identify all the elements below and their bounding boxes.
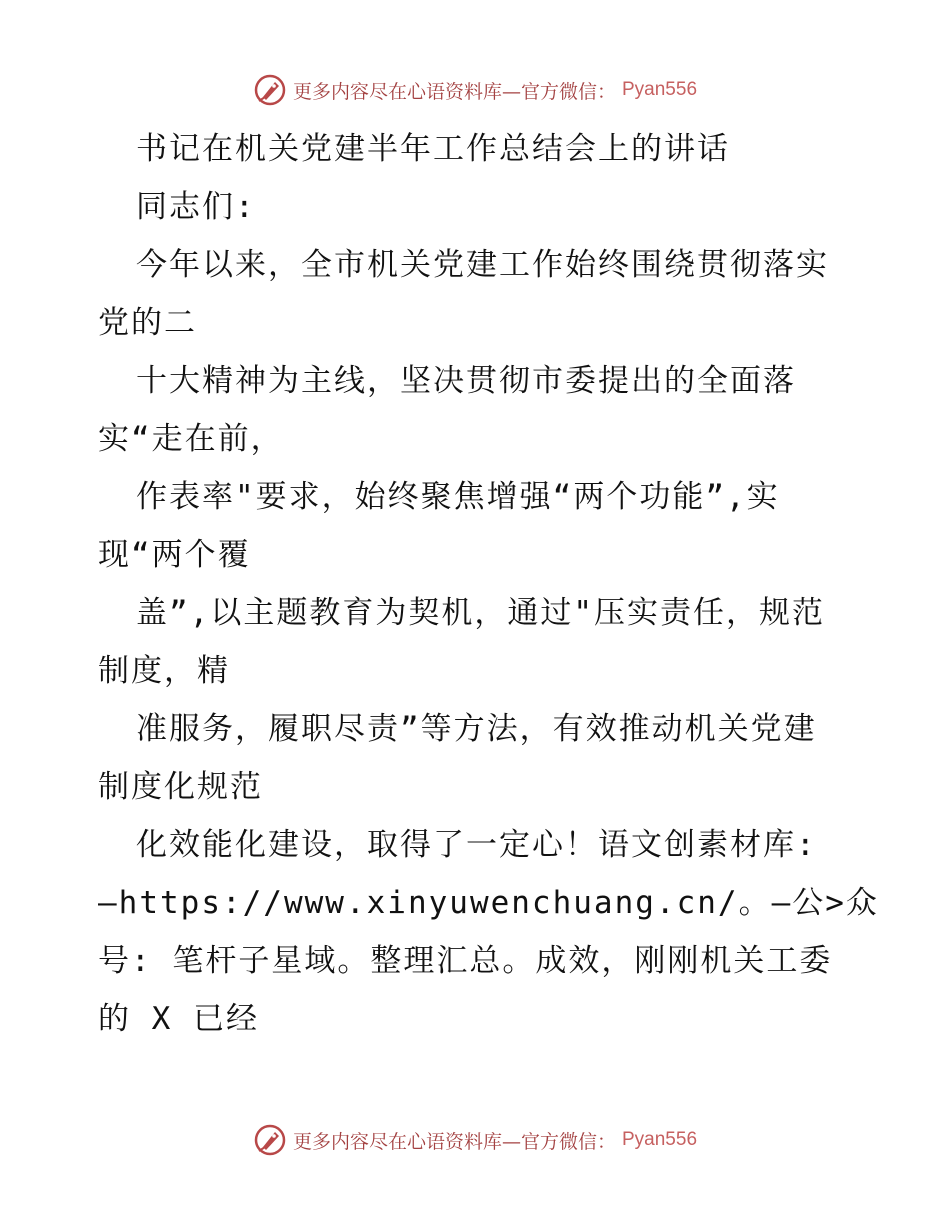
text-line: 党的二 (98, 305, 197, 341)
text-line: 十大精神为主线，坚决贯彻市委提出的全面落 (136, 363, 796, 399)
text-line: 制度化规范 (98, 769, 263, 805)
text-line: 化效能化建设，取得了一定心！语文创素材库: (136, 827, 817, 863)
document-body (98, 120, 879, 1048)
banner-text: 更多内容尽在心语资料库—官方微信： (292, 80, 616, 103)
header-watermark-banner (0, 70, 950, 110)
text-line: 今年以来，全市机关党建工作始终围绕贯彻落实 (136, 247, 829, 283)
text-line: 现“两个覆 (98, 537, 251, 573)
text-line: —https://www.xinyuwenchuang.cn/。—公>众 (98, 885, 879, 921)
pen-nib-logo-icon (253, 73, 287, 107)
text-line: 同志们: (136, 189, 256, 225)
footer-watermark-banner (0, 1120, 950, 1160)
document-title: 书记在机关党建半年工作总结会上的讲话 (136, 131, 730, 167)
text-line: 盖”,以主题教育为契机，通过"压实责任，规范 (136, 595, 825, 631)
banner-contact: Pyan556 (622, 79, 698, 100)
banner-contact: Pyan556 (622, 1129, 698, 1150)
text-line: 制度，精 (98, 653, 230, 689)
text-line: 作表率"要求，始终聚焦增强“两个功能”,实 (136, 479, 780, 515)
text-line: 准服务，履职尽责”等方法，有效推动机关党建 (136, 711, 817, 747)
pen-nib-logo-icon (253, 1123, 287, 1157)
text-line: 实“走在前， (98, 421, 284, 457)
text-line: 号: 笔杆子星域。整理汇总。成效，刚刚机关工委 (98, 943, 833, 979)
text-line: 的 X 已经 (98, 1001, 259, 1037)
banner-text: 更多内容尽在心语资料库—官方微信： (292, 1130, 616, 1153)
